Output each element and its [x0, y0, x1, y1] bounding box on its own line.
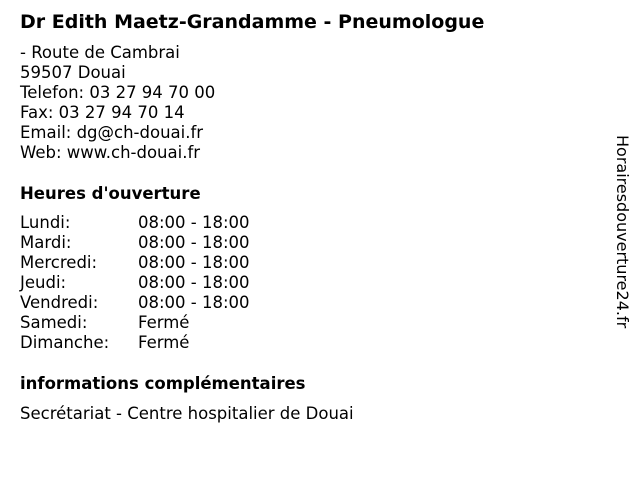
phone-number: Telefon: 03 27 94 70 00: [20, 83, 216, 102]
opening-hours-heading: Heures d'ouverture: [20, 184, 201, 203]
fax-number: Fax: 03 27 94 70 14: [20, 103, 185, 122]
day-label: Lundi:: [20, 213, 71, 232]
page-title: Dr Edith Maetz-Grandamme - Pneumologue: [20, 11, 485, 33]
hours-value: Fermé: [138, 333, 190, 352]
hours-value: 08:00 - 18:00: [138, 213, 250, 232]
day-label: Samedi:: [20, 313, 88, 332]
hours-value: Fermé: [138, 313, 190, 332]
additional-info-text: Secrétariat - Centre hospitalier de Douai: [20, 404, 354, 423]
day-label: Jeudi:: [20, 273, 67, 292]
hours-value: 08:00 - 18:00: [138, 273, 250, 292]
site-watermark: Horairesdouverture24.fr: [613, 135, 632, 329]
street-address: - Route de Cambrai: [20, 43, 180, 62]
postal-city: 59507 Douai: [20, 63, 126, 82]
day-label: Dimanche:: [20, 333, 110, 352]
day-label: Vendredi:: [20, 293, 99, 312]
website: Web: www.ch-douai.fr: [20, 143, 201, 162]
day-label: Mercredi:: [20, 253, 98, 272]
additional-info-heading: informations complémentaires: [20, 374, 306, 393]
day-label: Mardi:: [20, 233, 72, 252]
hours-value: 08:00 - 18:00: [138, 293, 250, 312]
hours-value: 08:00 - 18:00: [138, 253, 250, 272]
hours-value: 08:00 - 18:00: [138, 233, 250, 252]
contact-block: [20, 43, 215, 163]
email-address: Email: dg@ch-douai.fr: [20, 123, 204, 142]
